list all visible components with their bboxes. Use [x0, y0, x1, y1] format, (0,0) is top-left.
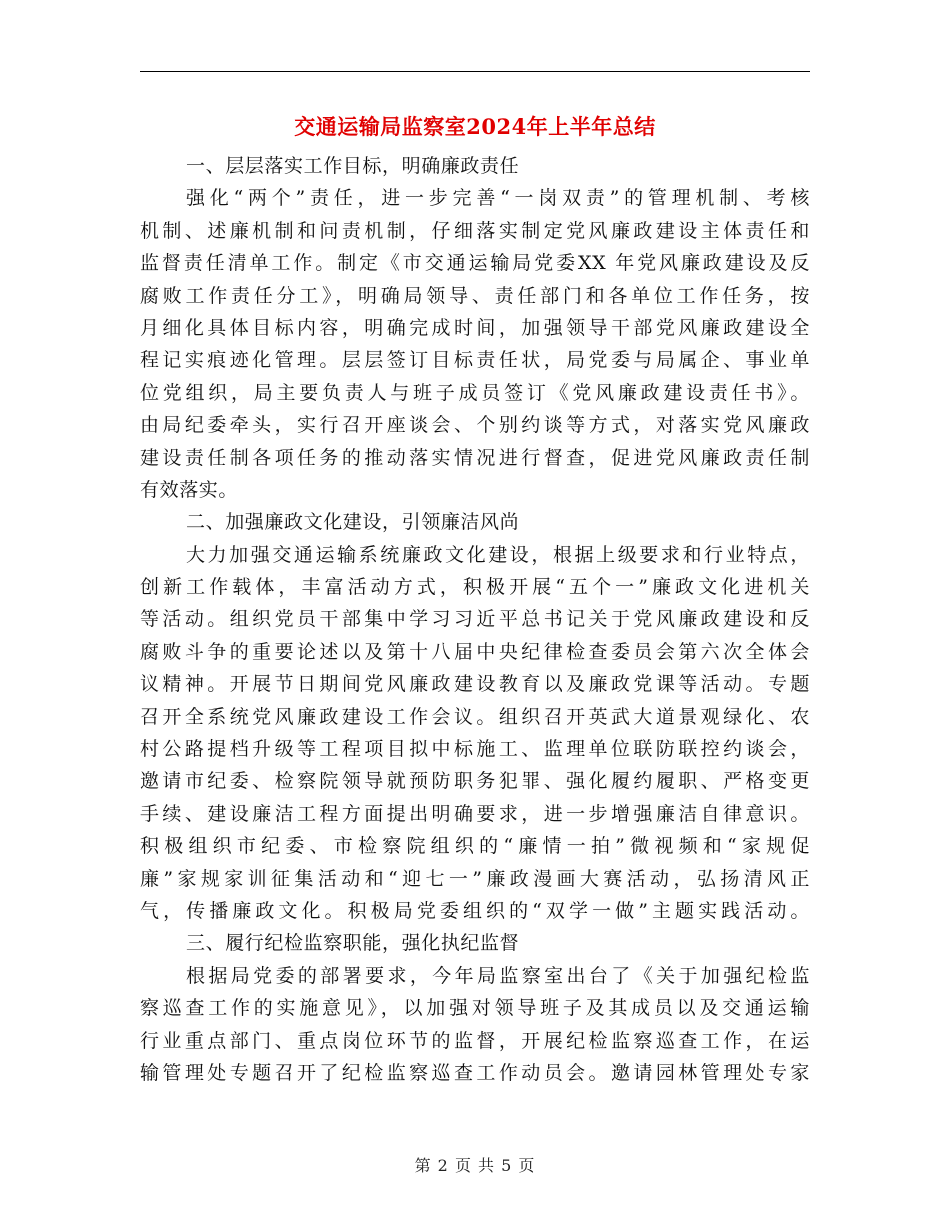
paragraph-line: 气，传播廉政文化。积极局党委组织的“双学一做”主题实践活动。 — [140, 899, 810, 922]
paragraph-line: 根据局党委的部署要求，今年局监察室出台了《关于加强纪检监 — [186, 964, 810, 987]
paragraph-line: 机制、述廉机制和问责机制，仔细落实制定党风廉政建设主体责任和 — [140, 219, 810, 242]
document-title: 交通运输局监察室2024年上半年总结 — [294, 114, 656, 139]
paragraph-line: 腐败工作责任分工》，明确局领导、责任部门和各单位工作任务，按 — [140, 284, 810, 307]
paragraph-line: 邀请市纪委、检察院领导就预防职务犯罪、强化履约履职、严格变更 — [140, 770, 810, 793]
paragraph-line: 村公路提档升级等工程项目拟中标施工、监理单位联防联控约谈会， — [140, 738, 810, 761]
paragraph-line: 创新工作载体，丰富活动方式，积极开展“五个一”廉政文化进机关 — [140, 576, 810, 599]
section-heading: 三、履行纪检监察职能，强化执纪监督 — [186, 932, 520, 955]
paragraph-line: 廉”家规家训征集活动和“迎七一”廉政漫画大赛活动，弘扬清风正 — [140, 867, 810, 890]
paragraph-line: 召开全系统党风廉政建设工作会议。组织召开英武大道景观绿化、农 — [140, 705, 810, 728]
paragraph-line: 月细化具体目标内容，明确完成时间，加强领导干部党风廉政建设全 — [140, 316, 810, 339]
paragraph-line: 议精神。开展节日期间党风廉政建设教育以及廉政党课等活动。专题 — [140, 673, 810, 696]
paragraph-line: 输管理处专题召开了纪检监察巡查工作动员会。邀请园林管理处专家 — [140, 1061, 810, 1084]
header-rule — [140, 71, 810, 72]
paragraph-line: 腐败斗争的重要论述以及第十八届中央纪律检查委员会第六次全体会 — [140, 640, 810, 663]
paragraph-line: 强化“两个”责任，进一步完善“一岗双责”的管理机制、考核 — [186, 187, 810, 210]
section-heading: 一、层层落实工作目标，明确廉政责任 — [186, 155, 520, 177]
paragraph-line: 程记实痕迹化管理。层层签订目标责任状，局党委与局属企、事业单 — [140, 349, 810, 372]
paragraph-line: 行业重点部门、重点岗位环节的监督，开展纪检监察巡查工作，在运 — [140, 1029, 810, 1052]
paragraph-line: 等活动。组织党员干部集中学习习近平总书记关于党风廉政建设和反 — [140, 608, 810, 631]
paragraph-line: 由局纪委牵头，实行召开座谈会、个别约谈等方式，对落实党风廉政 — [140, 414, 810, 437]
paragraph-line: 监督责任清单工作。制定《市交通运输局党委XX 年党风廉政建设及反 — [140, 252, 810, 275]
section-heading: 二、加强廉政文化建设，引领廉洁风尚 — [186, 511, 520, 534]
page-footer: 第 2 页 共 5 页 — [414, 1156, 536, 1175]
paragraph-line: 建设责任制各项任务的推动落实情况进行督查，促进党风廉政责任制 — [140, 446, 810, 469]
paragraph-line: 积极组织市纪委、市检察院组织的“廉情一拍”微视频和“家规促 — [140, 835, 810, 858]
paragraph-line: 位党组织，局主要负责人与班子成员签订《党风廉政建设责任书》。 — [140, 381, 810, 404]
paragraph-line: 大力加强交通运输系统廉政文化建设，根据上级要求和行业特点， — [186, 543, 810, 566]
paragraph-line: 察巡查工作的实施意见》，以加强对领导班子及其成员以及交通运输 — [140, 997, 810, 1020]
paragraph-line: 手续、建设廉洁工程方面提出明确要求，进一步增强廉洁自律意识。 — [140, 802, 810, 825]
document-body — [140, 150, 810, 1089]
paragraph-line: 有效落实。 — [140, 478, 239, 501]
